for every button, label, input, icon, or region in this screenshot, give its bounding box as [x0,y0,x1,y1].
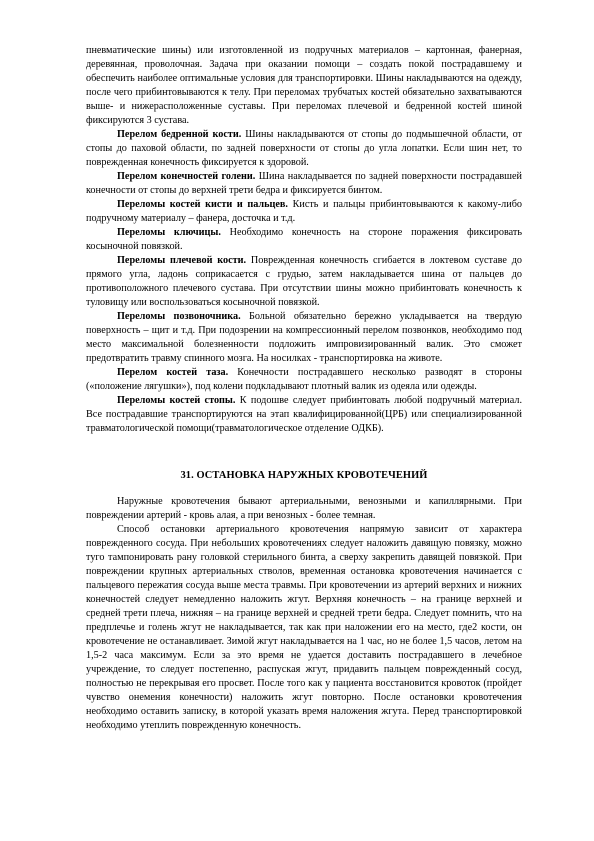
paragraph-lead: Переломы костей стопы. [117,395,236,406]
paragraph-femur-fracture [86,128,522,170]
paragraph-splints-intro [86,44,522,128]
paragraph-humerus-fracture [86,254,522,310]
paragraph-lead: Перелом конечностей голени. [117,171,256,182]
paragraph-text: К подошве следует прибинтовать любой подручный материал. Все пострадавшие транспортируются на этап квалифицированной(ЦРБ) или специализированной травматологической помощи(травматологическое отделение ОДКБ). [86,395,523,434]
paragraph-lead: Перелом костей таза. [117,367,229,378]
paragraph-bleeding-control: Способ остановки артериального кровотечения напрямую зависит от характера поврежденного сосуда. При небольших кровотечениях следует наложить давящую повязку, можно туго тампонировать рану головкой стерильного бинта, а сверху закрепить давящей повязкой. При повреждении крупных артериальных стволов, временная остановка кровотечения начинается с пальцевого пережатия сосуда выше места травмы. При кровотечении из артерий верхних и нижних конечностей следует немедленно наложить жгут. Верхняя конечность – на границе верхней и средней трети плеча, нижняя – на границе верхней и средней трети бедра. Следует помнить, что на предплечье и голень жгут не накладывается, так как при наложении его на место, где2 кости, он кровотечение не останавливает. Зимой жгут накладывается на 1 час, но не более 1,5 часов, летом на 1,5-2 часа максимум. Если за это время не удается доставить пострадавшего в лечебное учреждение, то следует постепенно, распуская жгут, придавить пальцем поврежденный сосуд, полностью не перекрывая его просвет. После того как у пациента восстановится кровоток (пройдет чувство онемения конечности) наложить жгут повторно. После остановки кровотечения необходимо оставить записку, в которой указать время наложения жгута. Перед транспортировкой необходимо утеплить поврежденную конечность. [86,524,522,731]
paragraph-text: пневматические шины) или изготовленной из подручных материалов – картонная, фанерная, деревянная, проволочная. Задача при оказании помощи – создать покой пострадавшему и обеспечить наиболее оптимальные условия для транспортировки. Шины накладываются на одежду, после чего прибинтовываются к телу. При переломах трубчатых костей обязательно захватываются выше- и нижерасположенные суставы. При переломах плечевой и бедренной костей шиной фиксируются 3 сустава. [86,45,522,126]
paragraph-text: Больной обязательно бережно укладывается на твердую поверхность – щит и т.д. При подозрении на компрессионный перелом позвонков, необходимо под место максимальной болезненности подложить импровизированный валик. Это сможет предотвратить травму спинного мозга. На носилках - транспортировка на животе. [86,311,522,364]
paragraph-lead: Переломы позвоночника. [117,311,241,322]
paragraph-clavicle-fracture [86,226,522,254]
document-page [86,44,522,733]
paragraph-lead: Перелом бедренной кости. [117,129,242,140]
paragraph-lead: Переломы плечевой кости. [117,255,247,266]
paragraph-shin-fracture [86,170,522,198]
paragraph-lead: Переломы костей кисти и пальцев. [117,199,288,210]
paragraph-foot-fracture [86,394,522,436]
paragraph-lead: Переломы ключицы. [117,227,221,238]
section-heading: 31. ОСТАНОВКА НАРУЖНЫХ КРОВОТЕЧЕНИЙ [180,470,428,481]
paragraph-text: Поврежденная конечность сгибается в локтевом суставе до прямого угла, ладонь соприкасается с грудью, затем накладывается шина от пальцев до противоположного плечевого сустава. При отсутствии шины можно прибинтовать конечность к туловищу или воспользоваться косыночной повязкой. [86,255,522,308]
paragraph-text: Шина накладывается по задней поверхности пострадавшей конечности от стопы до верхней трети бедра и фиксируется бинтом. [86,171,522,196]
paragraph-hand-fracture [86,198,522,226]
paragraph-text: Кисть и пальцы прибинтовываются к какому-либо подручному материалу – фанера, досточка и т.д. [86,199,522,224]
paragraph-pelvis-fracture [86,366,522,394]
paragraph-text: Конечности пострадавшего несколько разводят в стороны («положение лягушки»), под колени подкладывают плотный валик из одеяла или одежды. [86,367,522,392]
paragraph-bleeding-types: Наружные кровотечения бывают артериальными, венозными и капиллярными. При повреждении артерий - кровь алая, а при венозных - более темная. [86,496,522,521]
paragraph-spine-fracture [86,310,522,366]
paragraph-text: Необходимо конечность на стороне поражения фиксировать косыночной повязкой. [86,227,522,252]
paragraph-text: Шины накладываются от стопы до подмышечной области, от стопы до паховой области, по задней поверхности от стопы до угла лопатки. Если шин нет, то поврежденная конечность фиксируется к здоровой. [86,129,522,168]
